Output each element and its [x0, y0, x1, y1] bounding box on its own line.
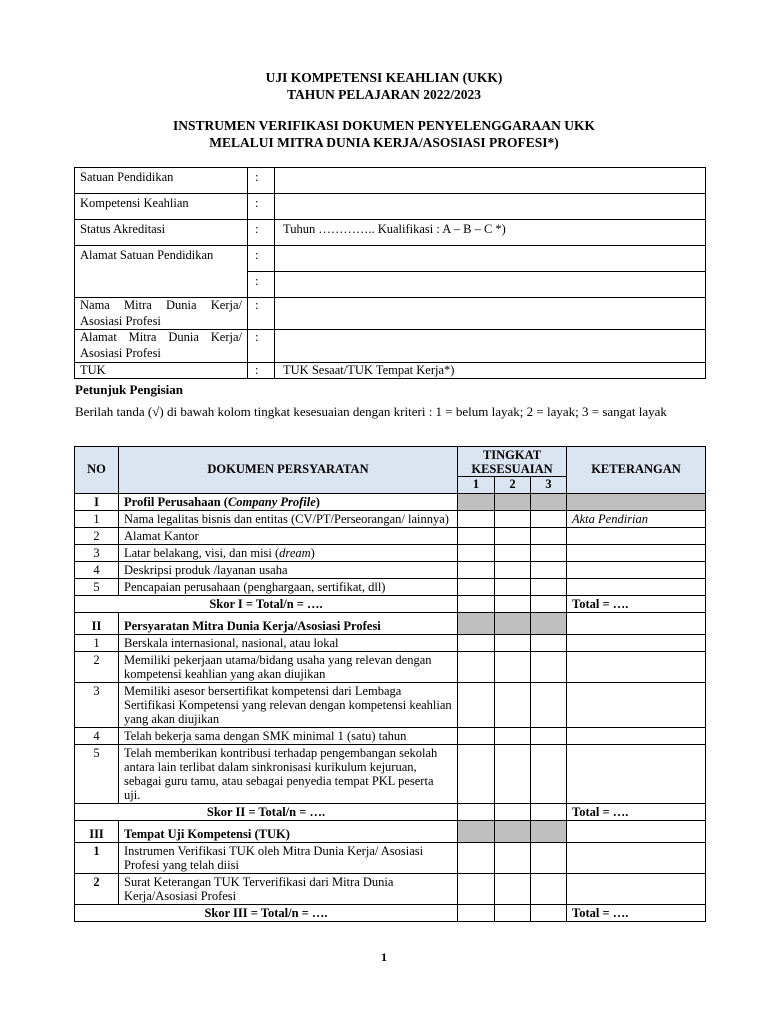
score-cell-1[interactable] [458, 682, 495, 727]
info-label: Nama Mitra Dunia Kerja/ Asosiasi Profesi [75, 298, 248, 330]
title-ukk: UJI KOMPETENSI KEAHLIAN (UKK) [265, 70, 503, 85]
info-label: Satuan Pendidikan [75, 168, 248, 194]
skor-row [75, 904, 706, 921]
score-cell-2[interactable] [495, 842, 531, 873]
info-row-status [75, 220, 706, 246]
score-cell-1[interactable] [458, 744, 495, 803]
table-row [75, 744, 706, 803]
section-number: I [75, 493, 119, 510]
score-cell-disabled [531, 612, 567, 634]
header-no: NO [75, 447, 119, 494]
row-document: Nama legalitas bisnis dan entitas (CV/PT/Perseorangan/ lainnya) [119, 510, 458, 527]
keterangan-cell[interactable] [567, 578, 706, 595]
score-cell-1[interactable] [458, 842, 495, 873]
info-row-alamat-mitra [75, 330, 706, 362]
skor-cell[interactable] [531, 904, 567, 921]
score-cell-3[interactable] [531, 651, 567, 682]
info-value-field[interactable] [275, 194, 706, 220]
section-row [75, 612, 706, 634]
score-cell-2[interactable] [495, 873, 531, 904]
info-label: Alamat Satuan Pendidikan [75, 246, 248, 298]
section-row [75, 820, 706, 842]
score-cell-3[interactable] [531, 842, 567, 873]
keterangan-cell[interactable] [567, 873, 706, 904]
score-cell-1[interactable] [458, 527, 495, 544]
score-cell-2[interactable] [495, 578, 531, 595]
skor-row [75, 595, 706, 612]
score-cell-3[interactable] [531, 873, 567, 904]
info-colon: : [248, 168, 275, 194]
score-cell-1[interactable] [458, 873, 495, 904]
info-value-field[interactable] [275, 246, 706, 272]
score-cell-3[interactable] [531, 682, 567, 727]
info-row-alamat-satuan [75, 246, 706, 272]
keterangan-cell[interactable] [567, 527, 706, 544]
keterangan-cell-disabled [567, 493, 706, 510]
table-row [75, 873, 706, 904]
score-cell-3[interactable] [531, 561, 567, 578]
row-document: Berskala internasional, nasional, atau lokal [119, 634, 458, 651]
keterangan-cell[interactable] [567, 842, 706, 873]
section-title: Profil Perusahaan (Company Profile) [119, 493, 458, 510]
keterangan-cell[interactable] [567, 634, 706, 651]
info-colon: : [248, 362, 275, 379]
score-cell-3[interactable] [531, 527, 567, 544]
score-cell-1[interactable] [458, 510, 495, 527]
section-number: III [75, 820, 119, 842]
score-cell-2[interactable] [495, 682, 531, 727]
header-scale-2: 2 [495, 477, 531, 494]
header-row [75, 447, 706, 477]
info-label: TUK [75, 362, 248, 379]
info-colon: : [248, 220, 275, 246]
score-cell-3[interactable] [531, 727, 567, 744]
info-value-field[interactable] [275, 272, 706, 298]
skor-cell[interactable] [495, 595, 531, 612]
row-document: Latar belakang, visi, dan misi (dream) [119, 544, 458, 561]
row-document: Alamat Kantor [119, 527, 458, 544]
info-label: Alamat Mitra Dunia Kerja/ Asosiasi Profesi [75, 330, 248, 362]
header-dokumen: DOKUMEN PERSYARATAN [119, 447, 458, 494]
skor-cell[interactable] [458, 904, 495, 921]
keterangan-cell[interactable] [567, 561, 706, 578]
info-label: Status Akreditasi [75, 220, 248, 246]
header-scale-1: 1 [458, 477, 495, 494]
info-row-satuan [75, 168, 706, 194]
score-cell-3[interactable] [531, 510, 567, 527]
score-cell-1[interactable] [458, 651, 495, 682]
score-cell-3[interactable] [531, 544, 567, 561]
keterangan-cell[interactable] [567, 744, 706, 803]
row-number: 4 [75, 561, 119, 578]
row-document: Memiliki asesor bersertifikat kompetensi dari Lembaga Sertifikasi Kompetensi yang relevan dengan kompetensi keahlian yang akan diujikan [119, 682, 458, 727]
table-row [75, 651, 706, 682]
info-row-nama-mitra [75, 298, 706, 330]
info-value-field[interactable] [275, 298, 706, 330]
verification-table [74, 446, 706, 922]
info-value-field[interactable] [275, 168, 706, 194]
total-cell[interactable]: Total = …. [567, 803, 706, 820]
skor-cell[interactable] [458, 803, 495, 820]
skor-cell[interactable] [531, 595, 567, 612]
score-cell-2[interactable] [495, 544, 531, 561]
row-document: Pencapaian perusahaan (penghargaan, sertifikat, dll) [119, 578, 458, 595]
table-row [75, 842, 706, 873]
petunjuk-text: Berilah tanda (√) di bawah kolom tingkat kesesuaian dengan kriteri : 1 = belum layak; 2 = layak; 3 = sangat layak [75, 404, 667, 419]
info-table [74, 167, 706, 379]
row-number: 2 [75, 873, 119, 904]
skor-cell[interactable] [458, 595, 495, 612]
keterangan-cell[interactable] [567, 820, 706, 842]
score-cell-2[interactable] [495, 727, 531, 744]
skor-cell[interactable] [531, 803, 567, 820]
info-value-tuk[interactable]: TUK Sesaat/TUK Tempat Kerja*) [275, 362, 706, 379]
info-label: Kompetensi Keahlian [75, 194, 248, 220]
row-number: 1 [75, 510, 119, 527]
total-cell[interactable]: Total = …. [567, 904, 706, 921]
petunjuk-title: Petunjuk Pengisian [75, 382, 183, 397]
info-value-field[interactable] [275, 330, 706, 362]
info-value-status[interactable]: Tuhun ………….. Kualifikasi : A – B – C *) [275, 220, 706, 246]
score-cell-disabled [495, 612, 531, 634]
title-tahun: TAHUN PELAJARAN 2022/2023 [286, 87, 481, 102]
score-cell-2[interactable] [495, 561, 531, 578]
title-mitra: MELALUI MITRA DUNIA KERJA/ASOSIASI PROFESI*) [209, 135, 559, 150]
info-colon: : [248, 298, 275, 330]
row-document: Telah memberikan kontribusi terhadap pengembangan sekolah antara lain terlibat dalam sinkronisasi kurikulum kejuruan, sebagai guru tamu, atau sebagai penyedia tempat PKL peserta uji. [119, 744, 458, 803]
info-colon: : [248, 194, 275, 220]
skor-label: Skor II = Total/n = …. [75, 803, 458, 820]
score-cell-disabled [531, 493, 567, 510]
score-cell-2[interactable] [495, 527, 531, 544]
page-number: 1 [381, 950, 387, 964]
table-row [75, 682, 706, 727]
row-document: Deskripsi produk /layanan usaha [119, 561, 458, 578]
row-number: 3 [75, 682, 119, 727]
score-cell-disabled [495, 493, 531, 510]
score-cell-2[interactable] [495, 651, 531, 682]
score-cell-2[interactable] [495, 634, 531, 651]
score-cell-disabled [458, 612, 495, 634]
title-instrumen: INSTRUMEN VERIFIKASI DOKUMEN PENYELENGGARAAN UKK [172, 118, 596, 133]
table-row [75, 544, 706, 561]
skor-cell[interactable] [495, 803, 531, 820]
row-number: 5 [75, 744, 119, 803]
keterangan-cell[interactable] [567, 651, 706, 682]
score-cell-disabled [458, 820, 495, 842]
row-document: Telah bekerja sama dengan SMK minimal 1 (satu) tahun [119, 727, 458, 744]
table-row [75, 578, 706, 595]
score-cell-3[interactable] [531, 634, 567, 651]
score-cell-2[interactable] [495, 510, 531, 527]
header-keterangan: KETERANGAN [567, 447, 706, 494]
row-number: 1 [75, 842, 119, 873]
skor-label: Skor III = Total/n = …. [75, 904, 458, 921]
row-number: 2 [75, 651, 119, 682]
skor-label: Skor I = Total/n = …. [75, 595, 458, 612]
info-colon: : [248, 246, 275, 272]
section-title: Persyaratan Mitra Dunia Kerja/Asosiasi Profesi [119, 612, 458, 634]
info-colon: : [248, 272, 275, 298]
section-number: II [75, 612, 119, 634]
score-cell-disabled [495, 820, 531, 842]
table-row [75, 634, 706, 651]
row-number: 1 [75, 634, 119, 651]
header-tingkat: TINGKAT KESESUAIAN [458, 447, 567, 477]
row-number: 5 [75, 578, 119, 595]
table-row [75, 561, 706, 578]
header-scale-3: 3 [531, 477, 567, 494]
keterangan-cell[interactable] [567, 727, 706, 744]
score-cell-2[interactable] [495, 744, 531, 803]
total-cell[interactable]: Total = …. [567, 595, 706, 612]
score-cell-3[interactable] [531, 578, 567, 595]
table-row [75, 510, 706, 527]
section-row [75, 493, 706, 510]
keterangan-cell[interactable]: Akta Pendirian [567, 510, 706, 527]
keterangan-cell[interactable] [567, 612, 706, 634]
score-cell-1[interactable] [458, 727, 495, 744]
info-row-tuk [75, 362, 706, 379]
row-number: 2 [75, 527, 119, 544]
skor-cell[interactable] [495, 904, 531, 921]
section-title: Tempat Uji Kompetensi (TUK) [119, 820, 458, 842]
score-cell-1[interactable] [458, 578, 495, 595]
info-row-kompetensi [75, 194, 706, 220]
skor-row [75, 803, 706, 820]
row-number: 4 [75, 727, 119, 744]
row-document: Surat Keterangan TUK Terverifikasi dari Mitra Dunia Kerja/Asosiasi Profesi [119, 873, 458, 904]
keterangan-cell[interactable] [567, 682, 706, 727]
score-cell-1[interactable] [458, 544, 495, 561]
score-cell-3[interactable] [531, 744, 567, 803]
row-document: Memiliki pekerjaan utama/bidang usaha yang relevan dengan kompetensi keahlian yang akan diujikan [119, 651, 458, 682]
score-cell-disabled [531, 820, 567, 842]
row-number: 3 [75, 544, 119, 561]
score-cell-1[interactable] [458, 634, 495, 651]
table-row [75, 527, 706, 544]
row-document: Instrumen Verifikasi TUK oleh Mitra Dunia Kerja/ Asosiasi Profesi yang telah diisi [119, 842, 458, 873]
info-colon: : [248, 330, 275, 362]
score-cell-1[interactable] [458, 561, 495, 578]
table-row [75, 727, 706, 744]
score-cell-disabled [458, 493, 495, 510]
keterangan-cell[interactable] [567, 544, 706, 561]
